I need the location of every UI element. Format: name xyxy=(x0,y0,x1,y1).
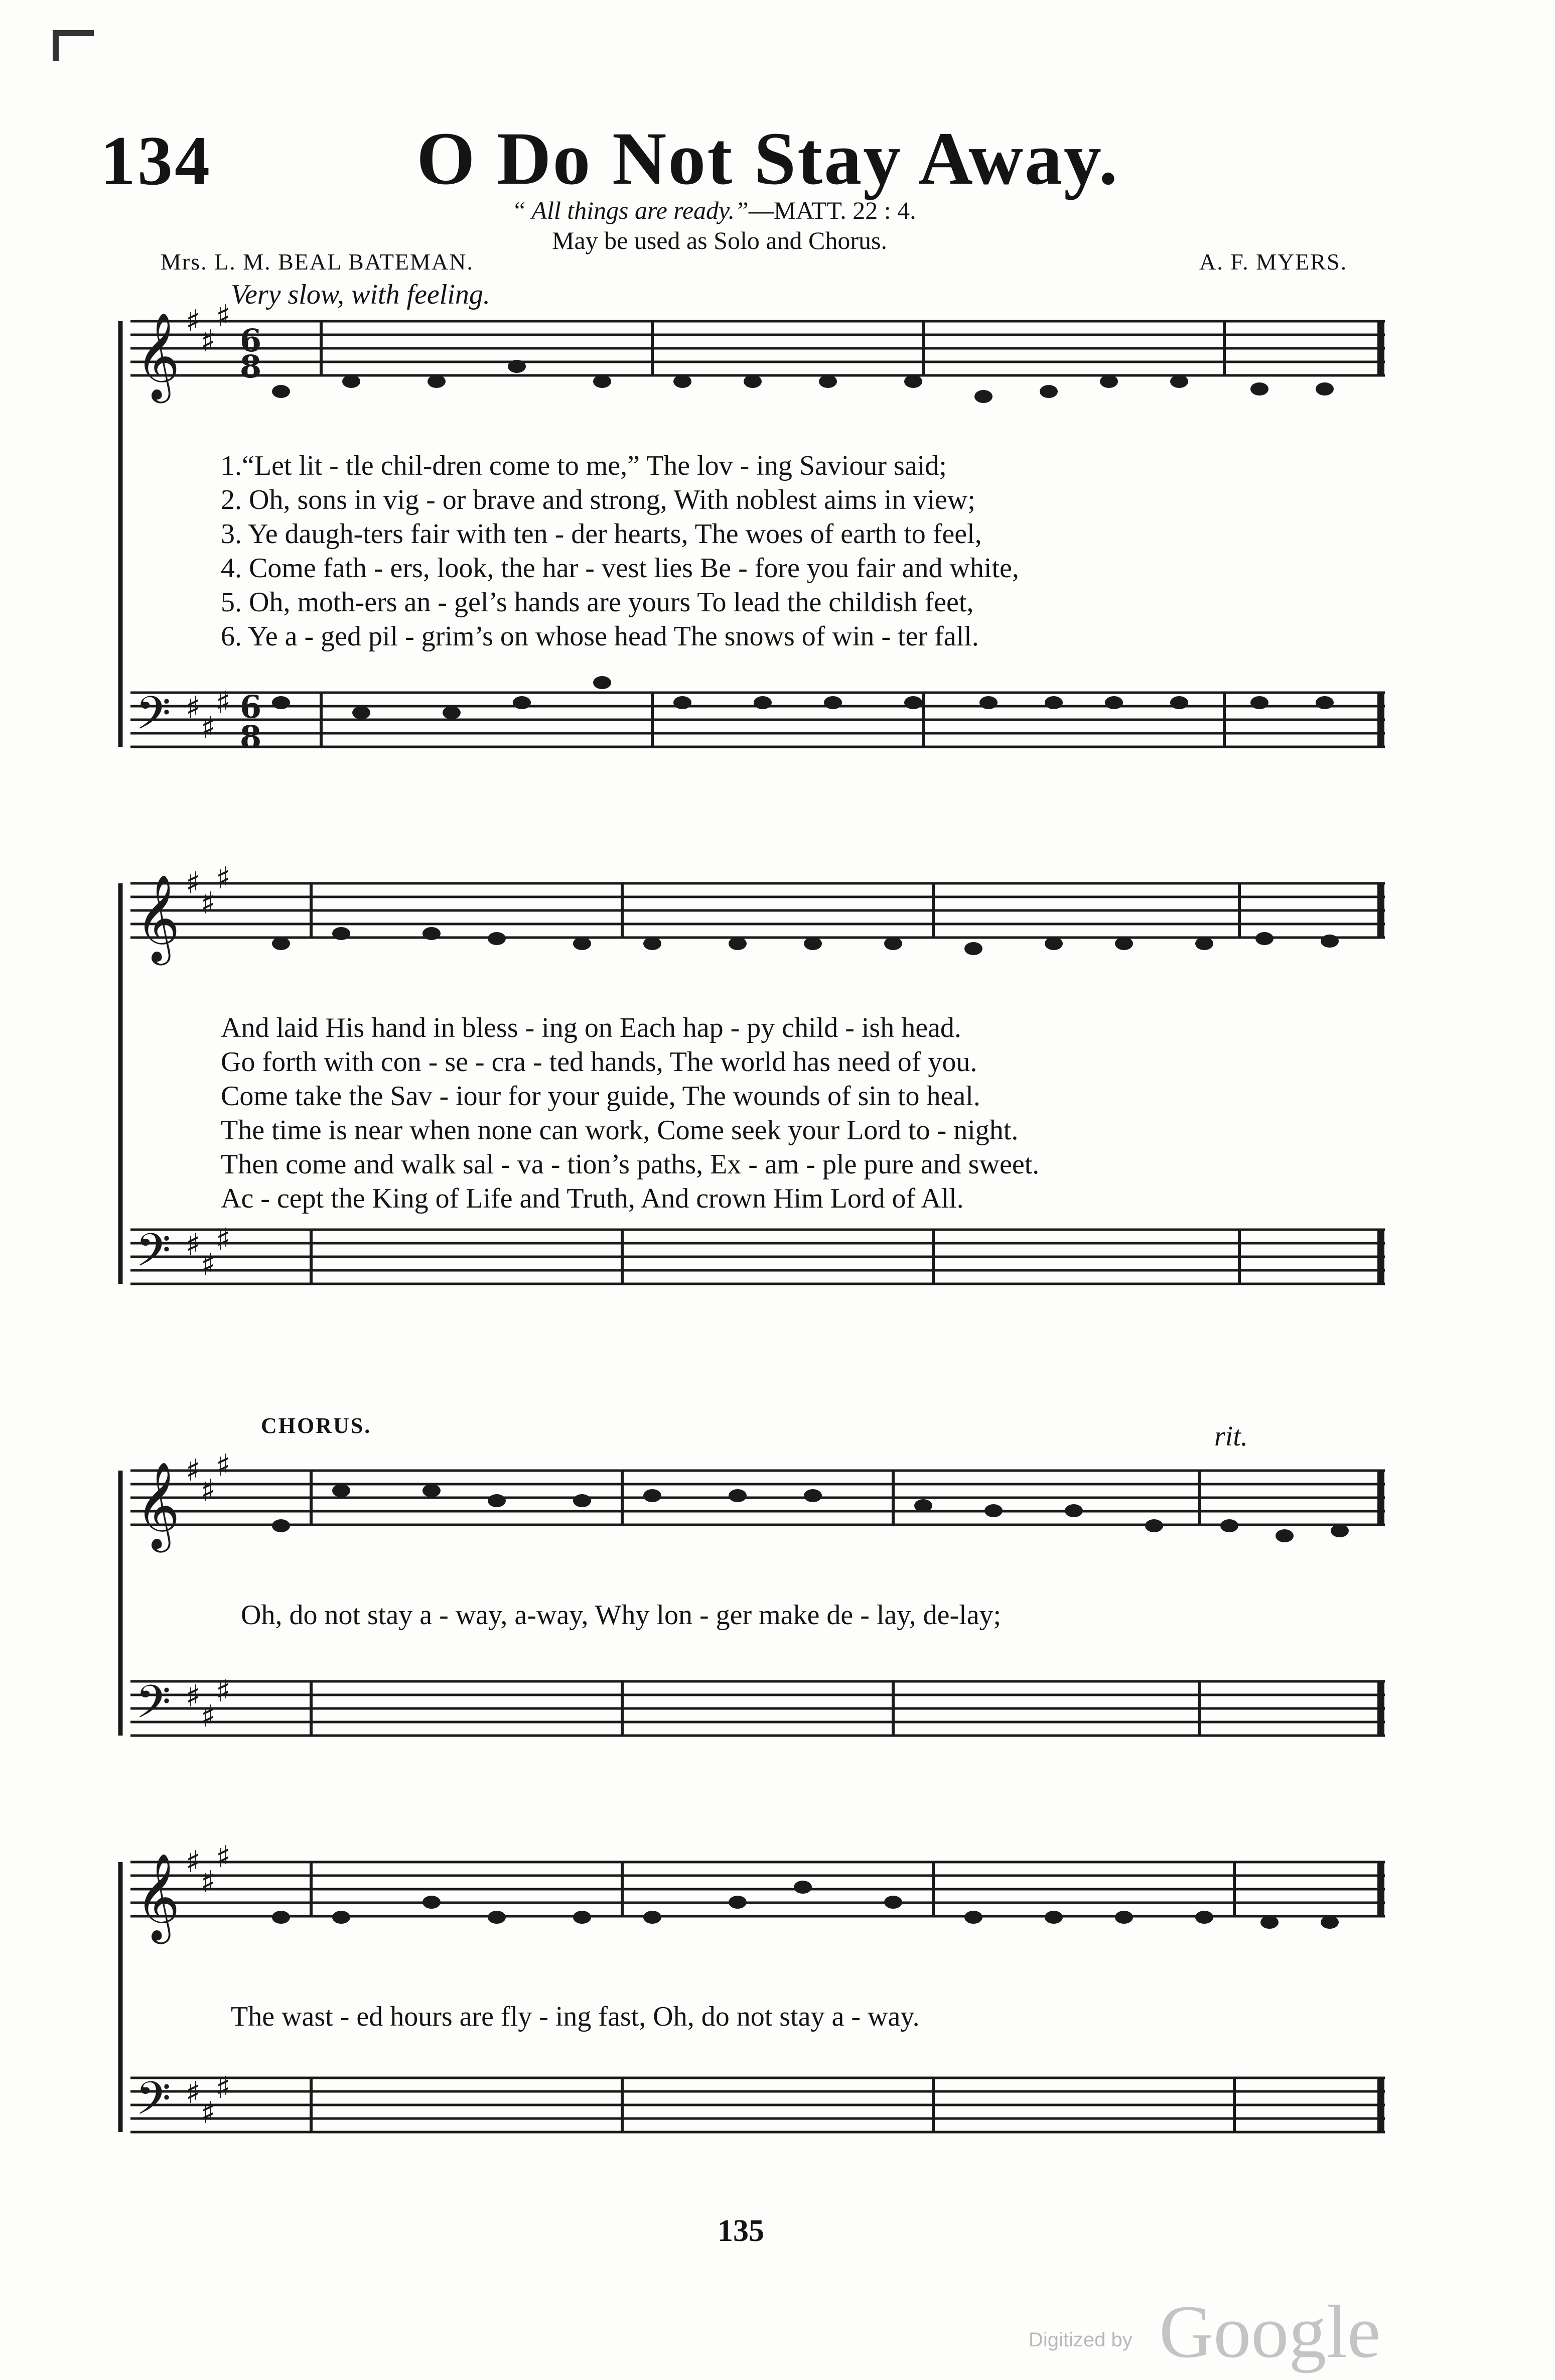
ritardando-marking: rit. xyxy=(1214,1421,1248,1452)
bass-clef-icon: 𝄢 xyxy=(135,2072,171,2136)
verse-2-line-1: 2. Oh, sons in vig - or brave and strong, With noblest aims in view; xyxy=(221,484,975,515)
svg-text:♯: ♯ xyxy=(201,1699,216,1734)
verse-1-line-1: 1.“Let lit - tle chil-dren come to me,” The lov - ing Saviour said; xyxy=(221,450,947,481)
svg-text:♯: ♯ xyxy=(201,324,216,359)
svg-text:♯: ♯ xyxy=(186,304,201,339)
verse-4-line-1: 4. Come fath - ers, look, the har - vest lies Be - fore you fair and white, xyxy=(221,553,1019,584)
svg-text:♯: ♯ xyxy=(201,1247,216,1282)
verse-6-line-1: 6. Ye a - ged pil - grim’s on whose head The snows of win - ter fall. xyxy=(221,621,979,652)
google-watermark: Google xyxy=(1159,2290,1381,2373)
treble-clef-icon: 𝄞 xyxy=(135,1462,180,1549)
svg-text:♯: ♯ xyxy=(186,1844,201,1880)
svg-text:♯: ♯ xyxy=(201,886,216,921)
chorus-label: CHORUS. xyxy=(261,1413,372,1438)
svg-text:6: 6 xyxy=(240,689,262,725)
svg-text:♯: ♯ xyxy=(201,2095,216,2131)
svg-text:♯: ♯ xyxy=(216,2070,231,2105)
svg-text:♯: ♯ xyxy=(201,1473,216,1508)
page-number: 135 xyxy=(718,2214,764,2248)
bass-clef-icon: 𝄢 xyxy=(135,687,171,751)
hymn-number: 134 xyxy=(100,122,212,200)
author-credit: Mrs. L. M. BEAL BATEMAN. xyxy=(161,249,474,275)
svg-text:♯: ♯ xyxy=(216,299,231,334)
tempo-marking: Very slow, with feeling. xyxy=(231,279,490,310)
composer-credit: A. F. MYERS. xyxy=(1199,249,1348,275)
epigraph-quote: “ All things are ready.” xyxy=(512,196,749,224)
svg-text:8: 8 xyxy=(240,719,262,755)
verse-1-line-2: And laid His hand in bless - ing on Each hap - py child - ish head. xyxy=(221,1012,961,1043)
svg-text:♯: ♯ xyxy=(186,2075,201,2110)
svg-text:♯: ♯ xyxy=(186,866,201,901)
treble-clef-icon: 𝄞 xyxy=(135,312,180,400)
svg-text:♯: ♯ xyxy=(216,1839,231,1875)
svg-text:♯: ♯ xyxy=(186,1679,201,1714)
svg-text:♯: ♯ xyxy=(216,1674,231,1709)
verse-6-line-2: Ac - cept the King of Life and Truth, And crown Him Lord of All. xyxy=(221,1183,964,1214)
bass-clef-icon: 𝄢 xyxy=(135,1224,171,1288)
svg-text:♯: ♯ xyxy=(216,1222,231,1257)
bass-clef-icon: 𝄢 xyxy=(135,1675,171,1740)
usage-note: May be used as Solo and Chorus. xyxy=(552,226,887,254)
treble-clef-icon: 𝄞 xyxy=(135,1853,180,1940)
svg-text:8: 8 xyxy=(240,348,262,385)
svg-text:♯: ♯ xyxy=(216,685,231,720)
verse-3-line-2: Come take the Sav - iour for your guide, The wounds of sin to heal. xyxy=(221,1081,980,1112)
treble-clef-icon: 𝄞 xyxy=(135,874,180,962)
svg-text:♯: ♯ xyxy=(201,1865,216,1900)
epigraph-reference: —MATT. 22 : 4. xyxy=(748,196,916,224)
svg-text:6: 6 xyxy=(240,322,262,359)
svg-text:♯: ♯ xyxy=(186,690,201,725)
verse-4-line-2: The time is near when none can work, Come seek your Lord to - night. xyxy=(221,1115,1019,1146)
verse-3-line-1: 3. Ye daugh-ters fair with ten - der hearts, The woes of earth to feel, xyxy=(221,518,982,550)
svg-text:♯: ♯ xyxy=(201,710,216,745)
verse-5-line-2: Then come and walk sal - va - tion’s paths, Ex - am - ple pure and sweet. xyxy=(221,1149,1040,1180)
svg-text:♯: ♯ xyxy=(186,1227,201,1262)
svg-text:♯: ♯ xyxy=(216,861,231,896)
verse-5-line-1: 5. Oh, moth-ers an - gel’s hands are yours To lead the childish feet, xyxy=(221,587,974,618)
verse-2-line-2: Go forth with con - se - cra - ted hands, The world has need of you. xyxy=(221,1046,977,1078)
hymn-title: O Do Not Stay Away. xyxy=(416,117,1119,200)
svg-text:♯: ♯ xyxy=(186,1453,201,1488)
digitized-by-text: Digitized by xyxy=(1029,2329,1133,2351)
chorus-line-1: Oh, do not stay a - way, a-way, Why lon - ger make de - lay, de-lay; xyxy=(241,1600,1002,1631)
svg-text:♯: ♯ xyxy=(216,1448,231,1483)
chorus-line-2: The wast - ed hours are fly - ing fast, Oh, do not stay a - way. xyxy=(231,2001,920,2032)
